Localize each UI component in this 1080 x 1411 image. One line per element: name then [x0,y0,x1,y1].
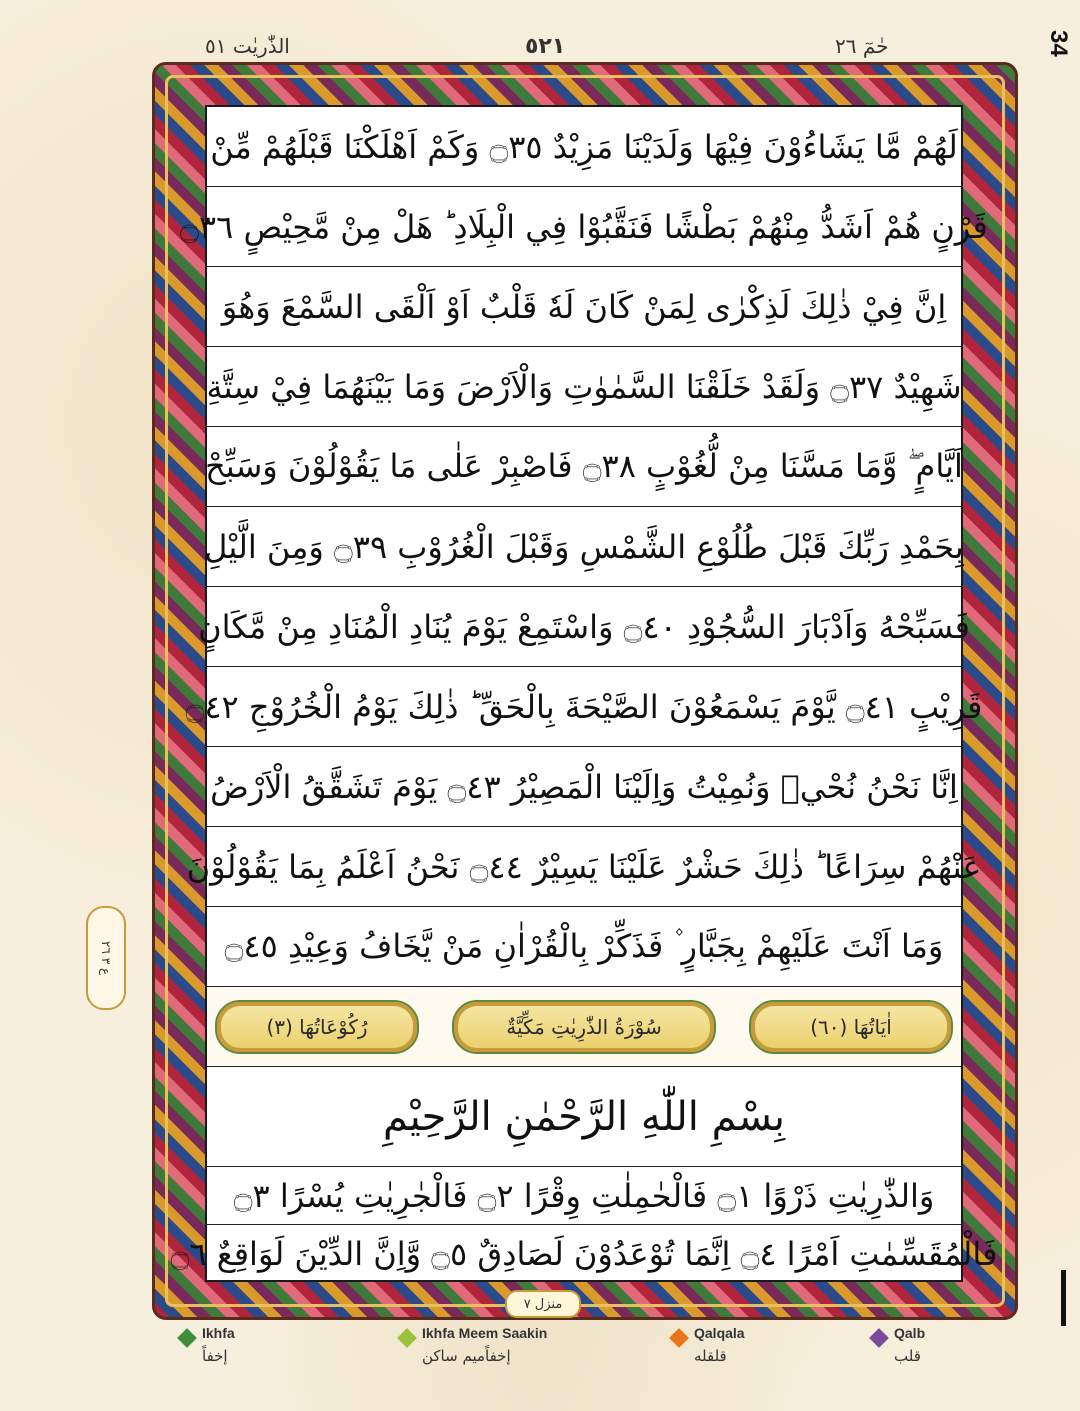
legend-label-ar: إخفاً [202,1347,228,1365]
legend-label-ar: إخفاًميم ساكن [422,1347,511,1365]
ruku-count-cartouche: رُكُوْعَاتُهَا (٣) [215,1000,419,1054]
side-page-number: 34 [1045,30,1072,57]
legend-label-en: Ikhfa Meem Saakin [422,1325,548,1341]
bismillah: بِسْمِ اللّٰهِ الرَّحْمٰنِ الرَّحِيْمِ [207,1067,961,1167]
legend-label-en: Qalqala [694,1325,745,1341]
verse-line-8: قَرِيْبٍ ۝٤١ يَّوْمَ يَسْمَعُوْنَ الصَّيْحَةَ بِالْحَقِّ ؕ ذٰلِكَ يَوْمُ الْخُرُوْجِ ۝٤٢ [207,667,961,747]
ikhfa-color-diamond-icon [177,1328,197,1348]
side-bookmark-mark [1061,1270,1066,1326]
legend-label-en: Qalb [894,1325,926,1341]
verse-line-7: فَسَبِّحْهُ وَاَدْبَارَ السُّجُوْدِ ۝٤٠ وَاسْتَمِعْ يَوْمَ يُنَادِ الْمُنَادِ مِنْ مَّكَانٍ [207,587,961,667]
legend-item-ikhfa [180,1325,235,1365]
surah-header-banner [207,987,961,1067]
verse-line-12: وَالذّٰرِيٰتِ ذَرْوًا ۝١ فَالْحٰمِلٰتِ وِقْرًا ۝٢ فَالْجٰرِيٰتِ يُسْرًا ۝٣ [207,1167,961,1225]
manzil-marker: منزل ٧ [505,1290,581,1318]
verse-line-3: اِنَّ فِيْ ذٰلِكَ لَذِكْرٰى لِمَنْ كَانَ لَهٗ قَلْبٌ اَوْ اَلْقَى السَّمْعَ وَهُوَ [207,267,961,347]
page-number: ٥٢١ [525,34,566,59]
surah-title-cartouche: سُوْرَةُ الذّٰرِيٰتِ مَكِّيَّةٌ [452,1000,716,1054]
verse-line-13: فَالْمُقَسِّمٰتِ اَمْرًا ۝٤ اِنَّمَا تُوْعَدُوْنَ لَصَادِقٌ ۝٥ وَّاِنَّ الدِّيْنَ لَوَاقِعٌ ۝٦ [170,1234,998,1273]
legend-item-qalqala [672,1325,745,1365]
ikhfa-meem-color-diamond-icon [397,1328,417,1348]
ayat-count-cartouche: اٰيَاتُهَا (٦٠) [749,1000,953,1054]
legend-label-ar: قلب [894,1347,921,1365]
qalb-color-diamond-icon [869,1328,889,1348]
tajweed-legend [0,1325,1080,1411]
verse-line-4: شَهِيْدٌ ۝٣٧ وَلَقَدْ خَلَقْنَا السَّمٰوٰتِ وَالْاَرْضَ وَمَا بَيْنَهُمَا فِيْ سِتَّةِ [207,347,961,427]
legend-label-en: Ikhfa [202,1325,235,1341]
verse-line-9: اِنَّا نَحْنُ نُحْيٖ وَنُمِيْتُ وَاِلَيْنَا الْمَصِيْرُ ۝٤٣ يَوْمَ تَشَقَّقُ الْاَرْضُ [207,747,961,827]
header-surah-name: الذّٰريٰت ٥١ [205,34,290,58]
legend-item-ikhfa-meem-saakin [400,1325,547,1365]
verse-line-6: بِحَمْدِ رَبِّكَ قَبْلَ طُلُوْعِ الشَّمْسِ وَقَبْلَ الْغُرُوْبِ ۝٣٩ وَمِنَ الَّيْلِ [207,507,961,587]
verse-line-10: عَنْهُمْ سِرَاعًا ؕ ذٰلِكَ حَشْرٌ عَلَيْنَا يَسِيْرٌ ۝٤٤ نَحْنُ اَعْلَمُ بِمَا يَقُوْلُوْنَ [207,827,961,907]
verse-line-11: وَمَا اَنْتَ عَلَيْهِمْ بِجَبَّارٍ ۫ فَذَكِّرْ بِالْقُرْاٰنِ مَنْ يَّخَافُ وَعِيْدِ ۝٤٥ [207,907,961,987]
legend-label-ar: قلقله [694,1347,727,1365]
verse-line-1: لَهُمْ مَّا يَشَاءُوْنَ فِيْهَا وَلَدَيْنَا مَزِيْدٌ ۝٣٥ وَكَمْ اَهْلَكْنَا قَبْلَهُمْ مِّنْ [207,107,961,187]
header-juz-name: حٰمٓ ٢٦ [835,34,889,58]
legend-item-qalb [872,1325,925,1365]
qalqala-color-diamond-icon [669,1328,689,1348]
verse-line-5: اَيَّامٍ ۖ وَّمَا مَسَّنَا مِنْ لُّغُوْبٍ ۝٣٨ فَاصْبِرْ عَلٰى مَا يَقُوْلُوْنَ وَسَبِّحْ [207,427,961,507]
quran-page [170,105,998,1282]
verse-line-2: قَرْنٍ هُمْ اَشَدُّ مِنْهُمْ بَطْشًا فَنَقَّبُوْا فِي الْبِلَادِ ؕ هَلْ مِنْ مَّحِيْصٍ ۝٣٦ [207,187,961,267]
ruku-marker: ع ٣ ٢٦ [86,906,126,1010]
